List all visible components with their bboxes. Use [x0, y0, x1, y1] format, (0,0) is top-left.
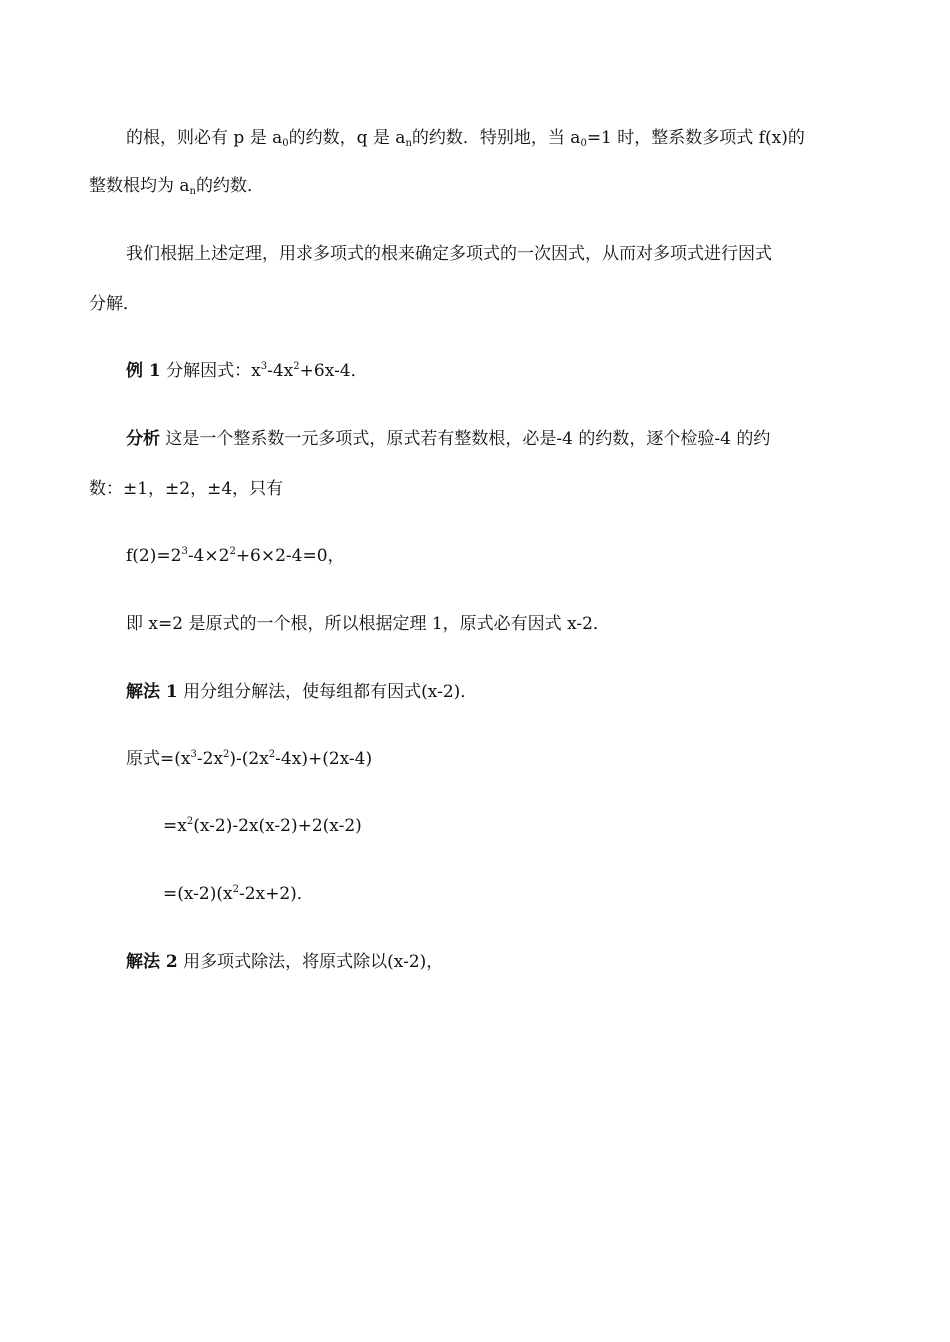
text-run: -4×2 [187, 546, 230, 566]
text-run: 数：±1，±2，±4，只有 [89, 479, 284, 499]
analysis-line-2 [89, 481, 283, 498]
paragraph-1-line-2 [89, 178, 264, 195]
text-run: 我们根据上述定理，用求多项式的根来确定多项式的一次因式，从而对多项式进行因式 [126, 244, 772, 264]
superscript: 2 [232, 884, 239, 895]
superscript: 2 [293, 361, 300, 372]
text-run: 的根，则必有 p 是 a [126, 128, 283, 148]
text-run: -4x)+(2x-4) [275, 749, 373, 769]
text-run: =(x-2)(x [163, 884, 233, 904]
text-run: (x-2)-2x(x-2)+2(x-2) [193, 816, 362, 836]
superscript: 2 [229, 546, 236, 557]
text-run: =x [163, 816, 187, 836]
equation-line-2 [163, 818, 362, 835]
subscript: 0 [580, 138, 587, 149]
example-label: 例 1 [126, 361, 161, 381]
text-run: -2x+2)． [238, 884, 314, 904]
text-run: 即 x=2 是原式的一个根，所以根据定理 1，原式必有因式 x-2． [126, 614, 610, 634]
root-statement [126, 616, 610, 633]
text-run: 的约数． [196, 176, 264, 196]
text-run: -2x [196, 749, 223, 769]
subscript: n [189, 186, 196, 197]
analysis-label: 分析 [126, 429, 160, 449]
paragraph-2-line-2 [89, 296, 140, 313]
method-2-label: 解法 2 [126, 952, 178, 972]
subscript: 0 [282, 138, 289, 149]
text-run: f(2)=2 [126, 546, 182, 566]
equation-line-1 [126, 751, 372, 768]
superscript: 3 [181, 546, 188, 557]
text-run: 用多项式除法，将原式除以(x-2)， [177, 952, 444, 972]
superscript: 2 [186, 816, 194, 827]
paragraph-1-line-1 [126, 130, 805, 147]
superscript: 2 [223, 749, 230, 760]
text-run: -4x [267, 361, 294, 381]
text-run: +6×2-4=0， [235, 546, 345, 566]
text-run: 的约数，q 是 a [288, 128, 406, 148]
example-1 [126, 363, 368, 380]
text-run: +6x-4． [299, 361, 368, 381]
text-run: 这是一个整系数一元多项式，原式若有整数根，必是-4 的约数，逐个检验-4 的约 [160, 429, 771, 449]
paragraph-2-line-1 [126, 246, 772, 263]
superscript: 2 [268, 749, 276, 760]
text-run: 用分组分解法，使每组都有因式(x-2)． [177, 682, 478, 702]
method-1 [126, 684, 477, 701]
text-run: =1 时，整系数多项式 f(x)的 [586, 128, 805, 148]
text-run: 分解． [89, 294, 140, 314]
method-2 [126, 954, 443, 971]
text-run: )-(2x [229, 749, 269, 769]
equation-line-3 [163, 886, 314, 903]
text-run: 分解因式：x [160, 361, 261, 381]
f2-evaluation [126, 548, 345, 565]
superscript: 3 [260, 361, 268, 372]
analysis-line-1 [126, 431, 770, 448]
text-run: 的约数．特别地，当 a [411, 128, 581, 148]
superscript: 3 [190, 749, 197, 760]
method-1-label: 解法 1 [126, 682, 178, 702]
subscript: n [405, 138, 412, 149]
text-run: 原式=(x [126, 749, 191, 769]
text-run: 整数根均为 a [89, 176, 190, 196]
